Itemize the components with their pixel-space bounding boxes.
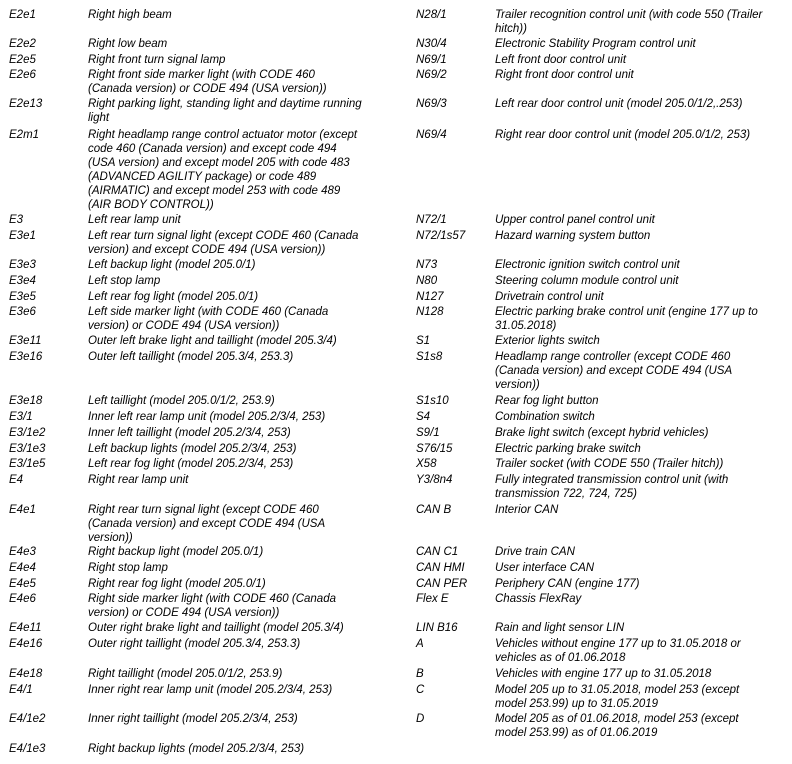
component-description: Left rear turn signal light (except CODE 460 (Canada xyxy=(88,230,359,242)
component-code: CAN HMI xyxy=(416,562,465,574)
component-description: Upper control panel control unit xyxy=(495,214,655,226)
component-code: Flex E xyxy=(416,593,449,605)
component-code: E4e6 xyxy=(9,593,36,605)
component-description: Right side marker light (with CODE 460 (Canada xyxy=(88,593,336,605)
component-description: Model 205 as of 01.06.2018, model 253 (except xyxy=(495,713,739,725)
component-description: code 460 (Canada version) and except code 494 xyxy=(88,143,337,155)
component-description: Model 205 up to 31.05.2018, model 253 (except xyxy=(495,684,740,696)
component-code: N73 xyxy=(416,259,438,271)
component-description: Vehicles with engine 177 up to 31.05.2018 xyxy=(495,668,712,680)
component-description: vehicles as of 01.06.2018 xyxy=(495,652,626,664)
component-description: Right front side marker light (with CODE 460 xyxy=(88,69,315,81)
component-code: S1s10 xyxy=(416,395,449,407)
component-description: version) or CODE 494 (USA version)) xyxy=(88,320,280,332)
component-description: User interface CAN xyxy=(495,562,595,574)
component-code: N127 xyxy=(416,291,444,303)
component-description: (USA version) and except model 205 with code 483 xyxy=(88,157,350,169)
component-description: model 253.99) up to 31.05.2019 xyxy=(495,698,659,710)
component-description: Left rear door control unit (model 205.0/1/2,.253) xyxy=(495,98,743,110)
component-description: Electronic Stability Program control unit xyxy=(495,38,696,50)
component-description: version)) xyxy=(495,379,540,391)
component-description: Outer left taillight (model 205.3/4, 253.3) xyxy=(88,351,294,363)
component-description: Right low beam xyxy=(88,38,168,50)
component-description: light xyxy=(88,112,110,124)
component-description: Hazard warning system button xyxy=(495,230,651,242)
component-code: E4e11 xyxy=(9,622,42,634)
component-description: (Canada version) and except CODE 494 (USA xyxy=(495,365,733,377)
component-description: Trailer socket (with CODE 550 (Trailer hitch)) xyxy=(495,458,724,470)
component-description: Steering column module control unit xyxy=(495,275,679,287)
component-description: Right rear fog light (model 205.0/1) xyxy=(88,578,266,590)
component-code: E4e1 xyxy=(9,504,36,516)
component-description: Fully integrated transmission control unit (with xyxy=(495,474,729,486)
component-code: E3 xyxy=(9,214,24,226)
component-code: E3e5 xyxy=(9,291,36,303)
component-code: E3/1e3 xyxy=(9,443,46,455)
component-description: version)) xyxy=(88,532,133,544)
component-description: model 253.99) as of 01.06.2019 xyxy=(495,727,658,739)
component-description: Right rear door control unit (model 205.0/1/2, 253) xyxy=(495,129,751,141)
component-code: E4e5 xyxy=(9,578,36,590)
component-code: E3e18 xyxy=(9,395,43,407)
component-code: N69/2 xyxy=(416,69,447,81)
component-code: E4 xyxy=(9,474,24,486)
component-code: E3e6 xyxy=(9,306,36,318)
component-description: version) and except CODE 494 (USA version)) xyxy=(88,244,326,256)
component-code: N128 xyxy=(416,306,444,318)
component-description: Inner right taillight (model 205.2/3/4, 253) xyxy=(88,713,298,725)
component-description: Right front door control unit xyxy=(495,69,634,81)
component-code: E4e16 xyxy=(9,638,43,650)
component-description: Right rear turn signal light (except CODE 460 xyxy=(88,504,319,516)
component-code: N30/4 xyxy=(416,38,447,50)
component-code: C xyxy=(416,684,425,696)
component-description: Right high beam xyxy=(88,9,172,21)
component-description: version) or CODE 494 (USA version)) xyxy=(88,607,280,619)
component-code: CAN PER xyxy=(416,578,468,590)
component-description: Left rear lamp unit xyxy=(88,214,181,226)
component-code: E2e1 xyxy=(9,9,36,21)
component-description: Outer left brake light and taillight (model 205.3/4) xyxy=(88,335,337,347)
component-description: Right backup lights (model 205.2/3/4, 253) xyxy=(88,743,305,755)
component-description: (AIRMATIC) and except model 253 with code 489 xyxy=(88,185,341,197)
component-code: E2e13 xyxy=(9,98,43,110)
component-description: Left taillight (model 205.0/1/2, 253.9) xyxy=(88,395,275,407)
component-description: (AIR BODY CONTROL)) xyxy=(88,199,214,211)
component-description: (ADVANCED AGILITY package) or code 489 xyxy=(88,171,317,183)
component-description: Right front turn signal lamp xyxy=(88,54,226,66)
component-code: CAN C1 xyxy=(416,546,459,558)
component-description: Right stop lamp xyxy=(88,562,168,574)
component-code: E4/1e3 xyxy=(9,743,46,755)
component-description: (Canada version) or CODE 494 (USA version)) xyxy=(88,83,327,95)
component-description: Left rear fog light (model 205.2/3/4, 253) xyxy=(88,458,294,470)
component-code: Y3/8n4 xyxy=(416,474,453,486)
component-code: S9/1 xyxy=(416,427,440,439)
component-code: E4/1e2 xyxy=(9,713,46,725)
component-description: Left stop lamp xyxy=(88,275,161,287)
component-code: A xyxy=(416,638,424,650)
component-description: Drive train CAN xyxy=(495,546,575,558)
component-code: N69/3 xyxy=(416,98,447,110)
component-code: E4/1 xyxy=(9,684,33,696)
component-code: B xyxy=(416,668,424,680)
component-description: Exterior lights switch xyxy=(495,335,600,347)
component-description: Left side marker light (with CODE 460 (Canada xyxy=(88,306,329,318)
component-description: Left backup lights (model 205.2/3/4, 253) xyxy=(88,443,297,455)
component-code: E3/1e2 xyxy=(9,427,46,439)
component-description: Brake light switch (except hybrid vehicles) xyxy=(495,427,709,439)
component-code: E3/1 xyxy=(9,411,33,423)
component-code: N80 xyxy=(416,275,438,287)
component-description: hitch)) xyxy=(495,23,527,35)
component-code: N69/4 xyxy=(416,129,447,141)
component-code: S1s8 xyxy=(416,351,443,363)
component-description: Left front door control unit xyxy=(495,54,627,66)
component-description: 31.05.2018) xyxy=(495,320,557,332)
component-code: E2e6 xyxy=(9,69,36,81)
component-description: Right rear lamp unit xyxy=(88,474,189,486)
component-description: Headlamp range controller (except CODE 460 xyxy=(495,351,731,363)
component-code: S1 xyxy=(416,335,431,347)
component-description: Inner right rear lamp unit (model 205.2/3/4, 253) xyxy=(88,684,333,696)
component-code: E3e11 xyxy=(9,335,42,347)
component-description: transmission 722, 724, 725) xyxy=(495,488,637,500)
component-code: N28/1 xyxy=(416,9,447,21)
component-code: E3e3 xyxy=(9,259,36,271)
component-description: Right headlamp range control actuator motor (except xyxy=(88,129,358,141)
component-description: Trailer recognition control unit (with code 550 (Trailer xyxy=(495,9,763,21)
component-description: Left backup light (model 205.0/1) xyxy=(88,259,256,271)
component-description: (Canada version) and except CODE 494 (USA xyxy=(88,518,326,530)
component-code: E4e3 xyxy=(9,546,36,558)
component-code: N69/1 xyxy=(416,54,447,66)
component-code: E4e18 xyxy=(9,668,43,680)
component-description: Electric parking brake control unit (engine 177 up to xyxy=(495,306,758,318)
component-description: Periphery CAN (engine 177) xyxy=(495,578,640,590)
component-code: E4e4 xyxy=(9,562,36,574)
component-code: N72/1s57 xyxy=(416,230,466,242)
component-code: E3e1 xyxy=(9,230,36,242)
component-code: S76/15 xyxy=(416,443,453,455)
component-description: Combination switch xyxy=(495,411,595,423)
component-description: Chassis FlexRay xyxy=(495,593,582,605)
component-description: Left rear fog light (model 205.0/1) xyxy=(88,291,259,303)
component-description: Vehicles without engine 177 up to 31.05.2018 or xyxy=(495,638,741,650)
component-description: Right parking light, standing light and daytime running xyxy=(88,98,362,110)
component-description: Right taillight (model 205.0/1/2, 253.9) xyxy=(88,668,283,680)
component-description: Rear fog light button xyxy=(495,395,599,407)
component-code: E3e16 xyxy=(9,351,43,363)
component-description: Electronic ignition switch control unit xyxy=(495,259,680,271)
component-code: CAN B xyxy=(416,504,452,516)
component-description: Outer right taillight (model 205.3/4, 253.3) xyxy=(88,638,301,650)
component-code: E2e5 xyxy=(9,54,36,66)
component-code: E2m1 xyxy=(9,129,40,141)
component-description: Rain and light sensor LIN xyxy=(495,622,625,634)
component-description: Inner left rear lamp unit (model 205.2/3/4, 253) xyxy=(88,411,326,423)
component-code: S4 xyxy=(416,411,431,423)
component-description: Right backup light (model 205.0/1) xyxy=(88,546,264,558)
component-description: Drivetrain control unit xyxy=(495,291,604,303)
component-code: E2e2 xyxy=(9,38,36,50)
component-description: Interior CAN xyxy=(495,504,559,516)
component-description: Inner left taillight (model 205.2/3/4, 253) xyxy=(88,427,291,439)
component-code: E3/1e5 xyxy=(9,458,46,470)
component-code: E3e4 xyxy=(9,275,36,287)
component-code: LIN B16 xyxy=(416,622,458,634)
component-description: Outer right brake light and taillight (model 205.3/4) xyxy=(88,622,344,634)
component-code: N72/1 xyxy=(416,214,447,226)
component-code: D xyxy=(416,713,425,725)
component-description: Electric parking brake switch xyxy=(495,443,641,455)
component-code: X58 xyxy=(416,458,437,470)
